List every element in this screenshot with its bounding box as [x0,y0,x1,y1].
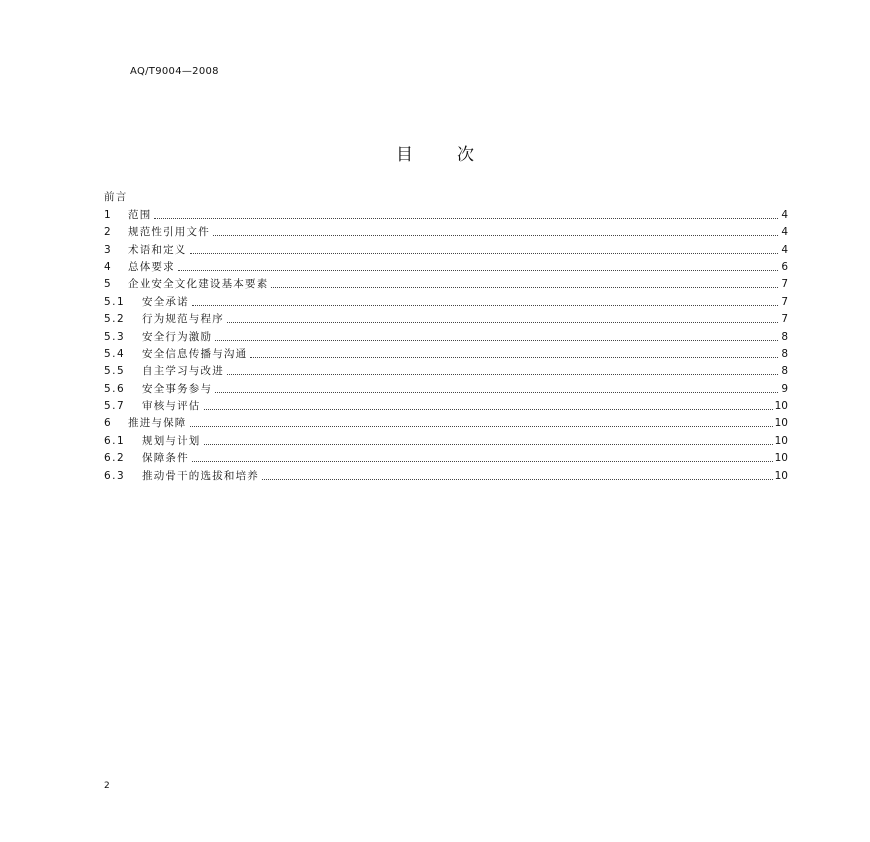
toc-entry-title: 术语和定义 [128,243,187,256]
toc-entry-page: 4 [781,243,788,256]
toc-entry-title: 企业安全文化建设基本要素 [128,278,269,291]
toc-entry[interactable] [104,378,788,395]
toc-entry-page: 4 [781,226,788,239]
toc-entry-leader [192,461,773,462]
toc-entry[interactable] [104,257,788,274]
toc-entry-number: 4 [104,260,113,273]
toc-title [0,140,870,165]
toc-entry-page: 7 [781,278,788,291]
toc-entry-number: 5.4 [104,347,126,360]
toc-entry-leader [178,270,778,271]
toc-entry-leader [250,357,778,358]
toc-preface[interactable] [104,187,788,204]
toc-entry-number: 5.5 [104,365,126,378]
toc-entry[interactable] [104,448,788,465]
toc-entry-leader [213,235,778,236]
toc-entry-page: 8 [781,330,788,343]
toc-entry-leader [154,218,778,219]
toc-entry-title: 行为规范与程序 [142,313,224,326]
toc-title-right: 次 [457,145,474,165]
toc-entry-title: 规范性引用文件 [128,226,210,239]
toc-entry-title: 安全事务参与 [142,382,213,395]
toc-entry-page: 8 [781,365,788,378]
toc-entry-leader [215,392,778,393]
toc-entry[interactable] [104,326,788,343]
toc-title-left: 目 [396,145,413,165]
toc-entry[interactable] [104,430,788,447]
toc-entry[interactable] [104,361,788,378]
toc-entry-page: 8 [781,347,788,360]
toc-entry-leader [190,253,779,254]
toc-entry-page: 10 [774,417,788,430]
toc-entry-number: 6.2 [104,452,126,465]
toc-entry-number: 5.3 [104,330,126,343]
toc-entry-leader [204,444,773,445]
toc-entry-number: 6.3 [104,469,126,482]
toc-entry-number: 5.6 [104,382,126,395]
toc-entry-title: 安全信息传播与沟通 [142,347,248,360]
toc-entry[interactable] [104,309,788,326]
toc-entry-title: 推进与保障 [128,417,187,430]
toc-entry-title: 规划与计划 [142,434,201,447]
toc-entry-number: 6.1 [104,434,126,447]
toc-entry-leader [262,479,773,480]
toc-entry[interactable] [104,413,788,430]
toc-entry-number: 5.7 [104,400,126,413]
toc-entry[interactable] [104,222,788,239]
toc-entry-page: 10 [774,452,788,465]
toc-entry-title: 推动骨干的选拔和培养 [142,469,259,482]
toc-entry-number: 5.2 [104,313,126,326]
toc-entry[interactable] [104,291,788,308]
toc-entry[interactable] [104,396,788,413]
toc-entry-title: 审核与评估 [142,400,201,413]
toc-entry[interactable] [104,204,788,221]
toc-entry-leader [190,426,773,427]
toc-entry-page: 7 [781,313,788,326]
toc-list [104,187,788,483]
toc-entry[interactable] [104,465,788,482]
toc-entry[interactable] [104,239,788,256]
page-number: 2 [104,781,110,791]
toc-entry-leader [271,287,778,288]
toc-entry[interactable] [104,344,788,361]
toc-entry-leader [227,322,778,323]
toc-entry-number: 3 [104,243,113,256]
toc-entry-page: 10 [774,434,788,447]
toc-entry-title: 总体要求 [128,260,175,273]
toc-entry-page: 10 [774,469,788,482]
toc-entry-title: 保障条件 [142,452,189,465]
toc-entry-page: 6 [781,260,788,273]
toc-preface-label: 前言 [104,191,128,204]
toc-entry-title: 范围 [128,208,152,221]
toc-entry-number: 2 [104,226,113,239]
toc-entry-number: 5.1 [104,295,126,308]
toc-entry-leader [227,374,778,375]
toc-entry-number: 1 [104,208,113,221]
toc-entry[interactable] [104,274,788,291]
toc-entry-page: 10 [774,400,788,413]
toc-entry-page: 4 [781,208,788,221]
toc-entry-title: 安全行为激励 [142,330,213,343]
standard-code: AQ/T9004—2008 [130,66,219,77]
toc-entry-title: 自主学习与改进 [142,365,224,378]
toc-entry-page: 7 [781,295,788,308]
toc-entry-title: 安全承诺 [142,295,189,308]
toc-entry-number: 5 [104,278,113,291]
toc-entry-leader [204,409,773,410]
toc-entry-leader [192,305,778,306]
toc-entry-number: 6 [104,417,113,430]
toc-entry-leader [215,340,778,341]
toc-entry-page: 9 [781,382,788,395]
